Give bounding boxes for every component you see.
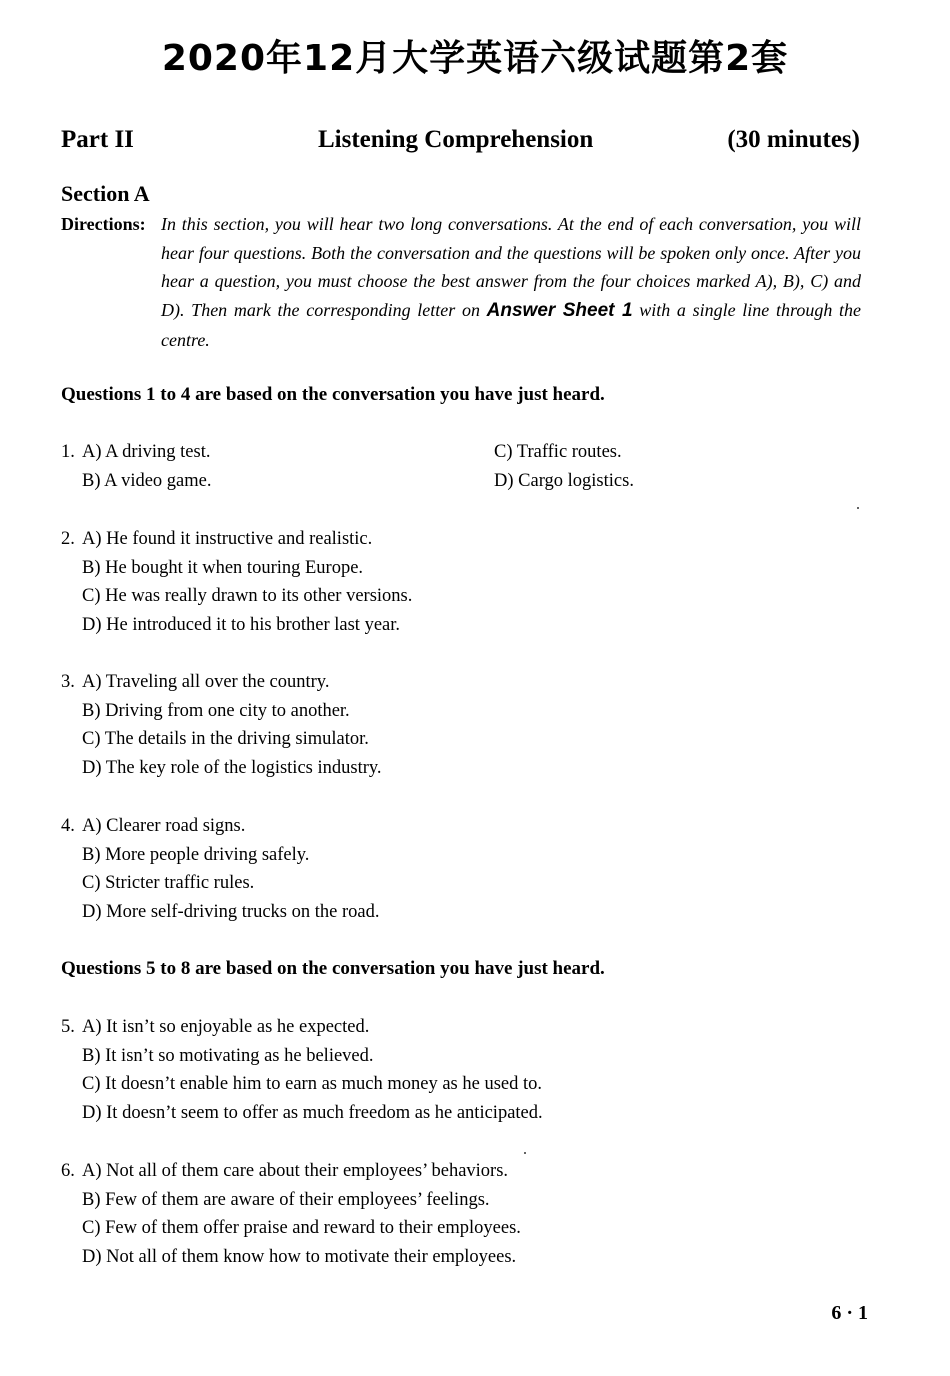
option-d: D) Cargo logistics. [494,470,634,491]
question-4 [61,812,881,930]
directions-label: Directions: [61,214,146,234]
page-title: 2020年12月大学英语六级试题第2套 [161,38,789,79]
question-2 [61,525,881,643]
scan-speck [857,507,859,509]
question-number: 2. [61,529,75,549]
option-b: B) He bought it when touring Europe. [82,557,364,578]
scan-speck [524,1152,526,1154]
section-title: Section A [61,181,150,206]
question-group-intro: Questions 1 to 4 are based on the conversation you have just heard. [61,384,605,405]
option-a: A) Not all of them care about their employees’ behaviors. [82,1161,509,1181]
option-b: B) A video game. [82,470,212,491]
option-c: C) It doesn’t enable him to earn as much money as he used to. [82,1074,542,1095]
option-d: D) Not all of them know how to motivate their employees. [82,1247,517,1268]
directions [61,210,861,355]
question-number: 5. [61,1017,75,1037]
option-a: A) A driving test. [82,442,211,462]
option-d: D) The key role of the logistics industry. [82,758,382,779]
option-b: B) Few of them are aware of their employees’ feelings. [82,1189,490,1210]
option-b: B) More people driving safely. [82,844,310,865]
option-b: B) It isn’t so motivating as he believed. [82,1045,374,1066]
part-header [61,126,860,158]
option-d: D) It doesn’t seem to offer as much freedom as he anticipated. [82,1103,543,1124]
option-c: C) The details in the driving simulator. [82,729,369,750]
question-5 [61,1013,881,1131]
directions-text-part1: In this section, you will hear two long conversations. At the end of each conversation, you will hear four questions. Both the conversation and the questions will be spoken only once. After you hear a question, you must choose the best answer from the four choices marked A), B), C) and D). Then mark the corresponding letter on [161,214,861,321]
directions-text-part2: with a single line through the centre. [161,300,862,350]
part-label: Part II [61,126,134,153]
option-c: C) He was really drawn to its other versions. [82,586,413,607]
option-a: A) Traveling all over the country. [82,672,330,692]
question-number: 4. [61,816,75,836]
question-6 [61,1157,881,1275]
option-d: D) He introduced it to his brother last year. [82,615,401,636]
page-number: 6 · 1 [831,1302,868,1324]
question-number: 1. [61,442,75,462]
option-d: D) More self-driving trucks on the road. [82,902,380,923]
question-group-intro: Questions 5 to 8 are based on the conversation you have just heard. [61,958,605,979]
part-time: (30 minutes) [727,126,860,153]
question-1 [61,438,881,498]
part-heading: Listening Comprehension [318,126,594,153]
option-a: A) Clearer road signs. [82,816,246,836]
option-a: A) It isn’t so enjoyable as he expected. [82,1017,370,1037]
directions-text [161,210,861,355]
option-b: B) Driving from one city to another. [82,700,350,721]
answer-sheet-ref: Answer Sheet 1 [486,300,633,322]
option-c: C) Few of them offer praise and reward to their employees. [82,1218,521,1239]
option-a: A) He found it instructive and realistic. [82,529,373,549]
option-c: C) Traffic routes. [494,442,622,462]
question-number: 6. [61,1161,75,1181]
option-c: C) Stricter traffic rules. [82,873,255,894]
question-3 [61,668,881,786]
question-number: 3. [61,672,75,692]
